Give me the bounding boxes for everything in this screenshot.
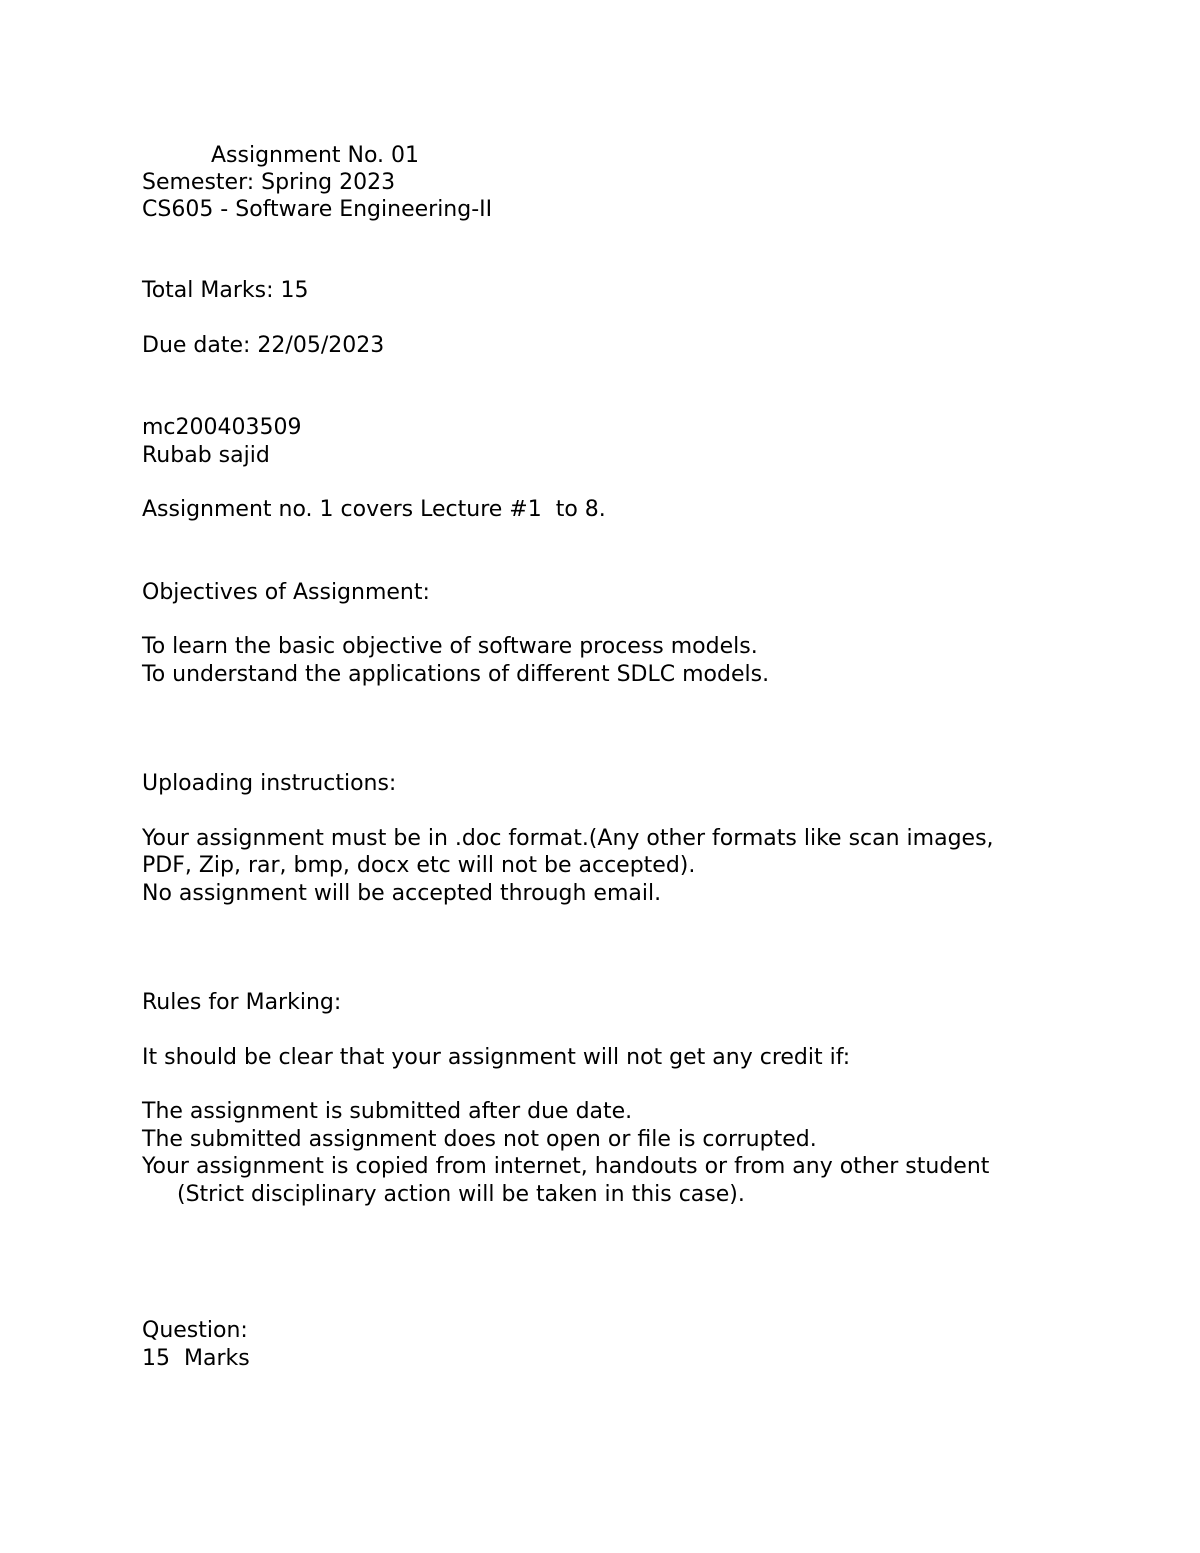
rule-item: The assignment is submitted after due date. bbox=[142, 1099, 633, 1124]
assignment-title: Assignment No. 01 bbox=[211, 143, 420, 168]
uploading-line: No assignment will be accepted through email. bbox=[142, 881, 662, 906]
semester-line: Semester: Spring 2023 bbox=[142, 170, 396, 195]
uploading-line: PDF, Zip, rar, bmp, docx etc will not be accepted). bbox=[142, 853, 696, 878]
coverage-line: Assignment no. 1 covers Lecture #1 to 8. bbox=[142, 497, 606, 522]
question-marks: 15 Marks bbox=[142, 1346, 250, 1371]
objective-item: To understand the applications of different SDLC models. bbox=[142, 662, 770, 687]
objective-item: To learn the basic objective of software process models. bbox=[142, 634, 758, 659]
rule-note: (Strict disciplinary action will be taken in this case). bbox=[177, 1182, 745, 1207]
rules-heading: Rules for Marking: bbox=[142, 990, 342, 1015]
rule-item: The submitted assignment does not open or file is corrupted. bbox=[142, 1127, 817, 1152]
question-heading: Question: bbox=[142, 1318, 248, 1343]
student-name: Rubab sajid bbox=[142, 443, 270, 468]
total-marks: Total Marks: 15 bbox=[142, 278, 309, 303]
rule-item: Your assignment is copied from internet, handouts or from any other student bbox=[142, 1154, 990, 1179]
rules-intro: It should be clear that your assignment will not get any credit if: bbox=[142, 1045, 851, 1070]
due-date: Due date: 22/05/2023 bbox=[142, 333, 385, 358]
uploading-line: Your assignment must be in .doc format.(Any other formats like scan images, bbox=[142, 826, 994, 851]
student-id: mc200403509 bbox=[142, 415, 302, 440]
course-line: CS605 - Software Engineering-II bbox=[142, 197, 493, 222]
uploading-heading: Uploading instructions: bbox=[142, 771, 397, 796]
objectives-heading: Objectives of Assignment: bbox=[142, 580, 430, 605]
